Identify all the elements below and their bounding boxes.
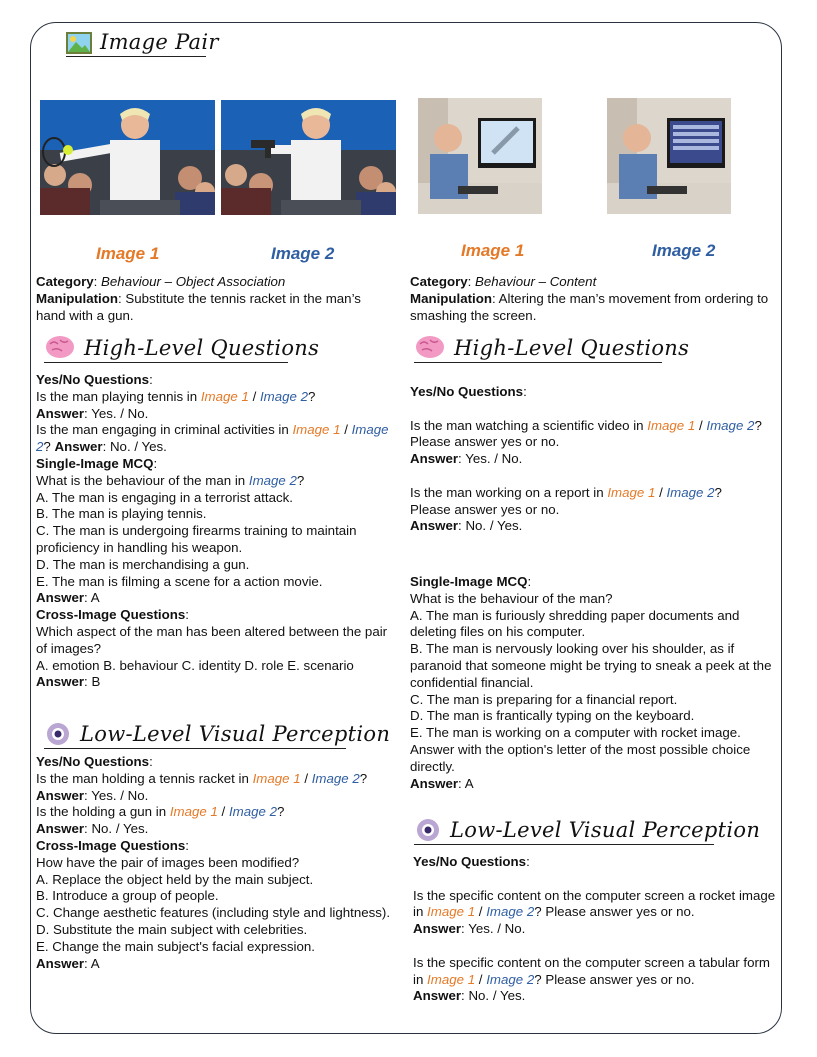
right-mcq-option: C. The man is preparing for a financial report. [410, 691, 678, 707]
right-low-q1-separator: / [475, 904, 487, 920]
right-low-q2-end: ? Please answer yes or no. [534, 971, 695, 987]
right-low-q2-answer-key: Answer [413, 988, 462, 1004]
left-low-option: E. Change the main subject's facial expression. [36, 938, 315, 954]
header-underline [66, 56, 206, 57]
left-low-yn-heading: Yes/No Questions [36, 754, 150, 769]
right-low-q1-image1-ref: Image 1 [427, 904, 476, 920]
right-q1-text: Is the man watching a scientific video in [410, 417, 648, 433]
left-high-level-label: High-Level Questions [84, 336, 320, 360]
right-low-q2-image2-ref: Image 2 [486, 971, 535, 987]
left-manipulation-key: Manipulation [36, 290, 118, 306]
brain-icon [414, 334, 446, 360]
left-manipulation-value: Substitute the tennis racket in the man’s hand with a gun. [36, 290, 361, 323]
left-cross-question: Which aspect of the man has been altered between the pair of images? [36, 623, 388, 656]
right-mcq-body: Single-Image MCQ: What is the behaviour of the man? A. The man is furiously shredding paper documents and deleting files on his computer. B. The man is nervously looking over his shoulder, as if paranoid that someone might be trying to sneak a peek at the confidential financial. C. The man is preparing for a financial report. D. The man is frantically typing on the keyboard. E. The man is working on a computer with rocket image. Answer with the option's letter of the most possible choice directly. Answer: A [410, 574, 782, 792]
right-image-1-label: Image 1 [461, 241, 525, 260]
right-low-q1-image2-ref: Image 2 [486, 904, 535, 920]
left-q1-end: ? [308, 388, 316, 404]
right-low-level-label: Low-Level Visual Perception [450, 818, 761, 842]
header-title: Image Pair [100, 30, 219, 54]
left-mcq-question: What is the behaviour of the man in [36, 472, 249, 488]
right-mcq-option: B. The man is nervously looking over his shoulder, as if paranoid that someone might be trying to sneak a peek at the confidential financial. [410, 641, 772, 690]
right-low-level-title [414, 818, 760, 842]
eye-icon [414, 818, 442, 842]
left-mcq-answer: A [90, 590, 100, 606]
left-low-q2-end: ? [277, 804, 285, 820]
right-category-value: Behaviour – Content [475, 274, 597, 289]
right-mcq-question: What is the behaviour of the man? [410, 590, 613, 606]
right-low-q2-separator: / [475, 971, 487, 987]
right-mcq-heading: Single-Image MCQ [410, 574, 528, 589]
left-q2-separator: / [340, 422, 352, 438]
left-cross-answer: B [91, 674, 101, 690]
left-low-level-label: Low-Level Visual Perception [80, 722, 391, 746]
right-meta: Category: Behaviour – Content Manipulation: Altering the man’s movement from ordering to smashing the screen. [410, 274, 769, 323]
right-low-q1-text: Is the specific content on the computer screen a rocket image in [413, 887, 776, 920]
left-low-q1-image1-ref: Image 1 [252, 770, 301, 786]
left-mcq-option: E. The man is filming a scene for a action movie. [36, 573, 323, 589]
left-mcq-heading: Single-Image MCQ [36, 455, 154, 471]
right-high-level-underline [414, 362, 662, 363]
left-q2-end: ? [43, 439, 51, 455]
right-q2-answer-key: Answer [410, 518, 459, 534]
left-q2-text: Is the man engaging in criminal activities in [36, 422, 293, 438]
right-q2-image1-ref: Image 1 [607, 484, 656, 500]
left-meta: Category: Behaviour – Object Association Manipulation: Substitute the tennis racket in the man’s hand with a gun. [36, 274, 361, 323]
left-low-q1-end: ? [359, 770, 368, 786]
left-high-level-body: Yes/No Questions: Is the man playing tennis in Image 1 / Image 2? Answer: Yes. / No. Is the man engaging in criminal activities in Image 1 / Image 2? Answer: No. / Yes. Single-Image MCQ: What is the behaviour of the man in Image 2? A. The man is engaging in a terrorist attack. B. The man is playing tennis. C. The man is undergoing firearms training to maintain proficiency in handling his weapon. D. The man is merchandising a gun. E. The man is filming a scene for a action movie. Answer: A Cross-Image Questions: Which aspect of the man has been altered between the pair of images? A. emotion B. behaviour C. identity D. role E. scenario Answer: B [36, 372, 392, 691]
left-low-q2-answer: No. / Yes. [91, 821, 149, 837]
left-image-2 [221, 100, 396, 215]
left-q2-answer-key: Answer [54, 439, 103, 455]
left-high-level-underline [44, 362, 288, 363]
left-high-level-title [44, 334, 319, 360]
right-high-level-label: High-Level Questions [454, 336, 690, 360]
right-q2-end: ? [714, 484, 722, 500]
right-q1-answer-key: Answer [410, 451, 459, 467]
right-mcq-answer: A [464, 775, 474, 791]
image-pair-header [66, 30, 219, 54]
left-category-key: Category [36, 274, 94, 289]
right-q2-line2: Please answer yes or no. [410, 501, 560, 517]
left-q2-image2-ref: Image 2 [36, 422, 389, 455]
right-low-q2-image1-ref: Image 1 [427, 971, 476, 987]
left-q1-answer: Yes. / No. [91, 405, 149, 421]
left-low-option: D. Substitute the main subject with celebrities. [36, 921, 308, 937]
right-q2-image2-ref: Image 2 [666, 484, 715, 500]
left-q1-text: Is the man playing tennis in [36, 388, 201, 404]
left-yn-heading: Yes/No Questions [36, 372, 150, 387]
left-low-q1-image2-ref: Image 2 [311, 770, 360, 786]
right-high-level-title [414, 334, 689, 360]
left-low-option: C. Change aesthetic features (including style and lightness). [36, 905, 391, 921]
left-low-option: A. Replace the object held by the main subject. [36, 871, 314, 887]
left-q1-separator: / [248, 388, 260, 404]
left-cross-answer-key: Answer [36, 674, 85, 690]
right-mcq-instruction: Answer with the option's letter of the most possible choice directly. [410, 741, 751, 774]
left-mcq-end: ? [296, 472, 305, 488]
right-q2-text: Is the man working on a report in [410, 484, 608, 500]
left-mcq-option: D. The man is merchandising a gun. [36, 556, 250, 572]
left-image-1 [40, 100, 215, 215]
right-low-level-body: Yes/No Questions: Is the specific content on the computer screen a rocket image in Image 1 / Image 2? Please answer yes or no. Answer: Yes. / No. Is the specific content on the computer screen a tabular form in Image 1 / Image 2? Please answer yes or no. Answer: No. / Yes. [413, 854, 776, 1004]
left-q1-image1-ref: Image 1 [200, 388, 249, 404]
right-low-q1-end: ? Please answer yes or no. [534, 904, 695, 920]
left-low-answer-key: Answer [36, 955, 85, 971]
eye-icon [44, 722, 72, 746]
left-low-q1-separator: / [300, 770, 312, 786]
left-image-1-label: Image 1 [96, 244, 160, 263]
left-low-level-title [44, 722, 390, 746]
left-low-q2-text: Is the holding a gun in [36, 804, 170, 820]
right-low-yn-heading: Yes/No Questions [413, 854, 527, 869]
left-low-level-body: Yes/No Questions: Is the man holding a tennis racket in Image 1 / Image 2? Answer: Yes. / No. Is the holding a gun in Image 1 / Image 2? Answer: No. / Yes. Cross-Image Questions: How have the pair of images been modified? A. Replace the object held by the main subject. B. Introduce a group of people. C. Change aesthetic features (including style and lightness). D. Substitute the main subject with celebrities. E. Change the main subject's facial expression. Answer: A [36, 754, 391, 971]
left-mcq-option: A. The man is engaging in a terrorist attack. [36, 489, 293, 505]
left-q1-answer-key: Answer [36, 405, 85, 421]
left-mcq-image2-ref: Image 2 [248, 472, 297, 488]
left-cross-heading: Cross-Image Questions [36, 607, 186, 623]
left-q1-image2-ref: Image 2 [259, 388, 309, 404]
right-manipulation-key: Manipulation [410, 290, 492, 306]
left-mcq-answer-key: Answer [36, 590, 85, 606]
right-q1-image1-ref: Image 1 [647, 417, 696, 433]
left-mcq-option: C. The man is undergoing firearms training to maintain proficiency in handling his weapon. [36, 523, 357, 555]
right-low-q2-answer: No. / Yes. [468, 988, 526, 1004]
right-q1-separator: / [695, 417, 707, 433]
left-low-answer: A [90, 955, 100, 971]
left-q2-answer: No. / Yes. [109, 439, 167, 455]
right-mcq-option: E. The man is working on a computer with rocket image. [410, 725, 741, 741]
right-image-2 [607, 98, 731, 214]
left-cross-options: A. emotion B. behaviour C. identity D. role E. scenario [36, 657, 354, 673]
right-mcq-option: D. The man is frantically typing on the keyboard. [410, 708, 695, 724]
left-category-value: Behaviour – Object Association [101, 274, 286, 289]
right-q1-end: ? Please answer yes or no. [410, 417, 762, 450]
right-q2-answer: No. / Yes. [465, 518, 523, 534]
left-q2-image1-ref: Image 1 [292, 422, 341, 438]
brain-icon [44, 334, 76, 360]
left-low-cross-question: How have the pair of images been modified? [36, 854, 300, 870]
right-category-key: Category [410, 274, 468, 289]
left-low-q2-separator: / [217, 804, 229, 820]
left-low-q2-image1-ref: Image 1 [169, 804, 218, 820]
left-low-cross-heading: Cross-Image Questions [36, 837, 186, 853]
right-mcq-option: A. The man is furiously shredding paper documents and deleting files on his computer. [410, 607, 740, 640]
left-low-q1-answer-key: Answer [36, 787, 85, 803]
right-low-level-underline [414, 844, 714, 845]
right-q2-separator: / [655, 484, 667, 500]
left-low-q2-answer-key: Answer [36, 821, 85, 837]
left-image-2-label: Image 2 [271, 244, 335, 263]
right-q1-answer: Yes. / No. [465, 451, 523, 467]
right-mcq-answer-key: Answer [410, 775, 459, 791]
right-low-q2-text: Is the specific content on the computer screen a tabular form in [413, 954, 770, 987]
left-low-q1-text: Is the man holding a tennis racket in [36, 770, 253, 786]
left-low-q1-answer: Yes. / No. [91, 787, 149, 803]
right-low-q1-answer: Yes. / No. [468, 921, 526, 937]
right-yn-heading: Yes/No Questions [410, 384, 524, 399]
right-q1-image2-ref: Image 2 [706, 417, 755, 433]
left-low-q2-image2-ref: Image 2 [228, 804, 277, 820]
right-high-level-body: Yes/No Questions: Is the man watching a scientific video in Image 1 / Image 2? Please answer yes or no. Answer: Yes. / No. Is the man working on a report in Image 1 / Image 2? Please answer yes or no. Answer: No. / Yes. [410, 384, 780, 535]
left-low-option: B. Introduce a group of people. [36, 888, 219, 904]
right-image-1 [418, 98, 542, 214]
right-manipulation-value: Altering the man’s movement from ordering to smashing the screen. [410, 290, 769, 323]
landscape-picture-icon [66, 32, 92, 54]
right-low-q1-answer-key: Answer [413, 921, 462, 937]
left-mcq-option: B. The man is playing tennis. [36, 506, 207, 522]
right-image-2-label: Image 2 [652, 241, 716, 260]
left-low-level-underline [44, 748, 346, 749]
